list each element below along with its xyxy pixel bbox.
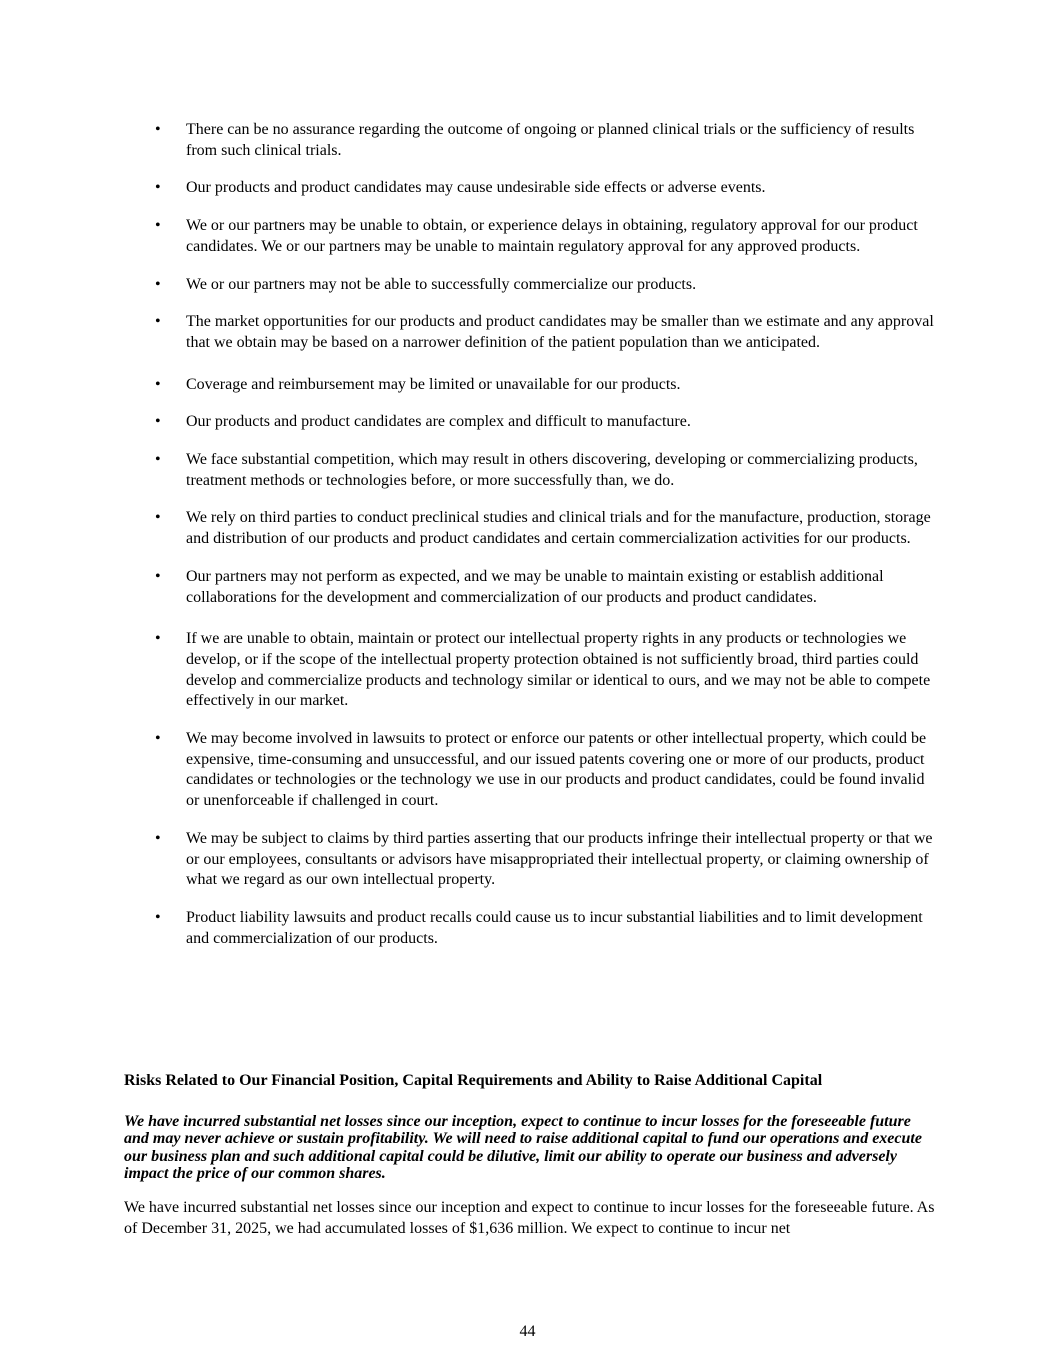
- bullet-text: We rely on third parties to conduct preclinical studies and clinical trials and for the manufacture, production, storage and distribution of our products and product candidates and certain commercialization activities for our products.: [186, 509, 931, 548]
- bullet-marker: •: [155, 121, 161, 138]
- bullet-text: There can be no assurance regarding the outcome of ongoing or planned clinical trials or the sufficiency of results from such clinical trials.: [186, 121, 915, 159]
- bullet-text: Our products and product candidates are complex and difficult to manufacture.: [186, 413, 691, 431]
- bullet-text: We or our partners may be unable to obtain, or experience delays in obtaining, regulatory approval for our product candidates. We or our partners may be unable to maintain regulatory approval for any approved products.: [186, 217, 918, 255]
- list-item: [155, 178, 935, 199]
- list-item: [155, 275, 935, 296]
- bullet-marker: •: [155, 413, 161, 431]
- bullet-text: Coverage and reimbursement may be limited or unavailable for our products.: [186, 375, 681, 393]
- list-item: [155, 508, 935, 549]
- bullet-marker: •: [155, 451, 161, 469]
- body-paragraph: We have incurred substantial net losses since our inception and expect to continue to incur losses for the foreseeable future. As of December 31, 2025, we had accumulated losses of $1,636 million. We expect to continue to incur net: [124, 1199, 935, 1237]
- bullet-marker: •: [155, 313, 161, 331]
- risk-factor-title: We have incurred substantial net losses since our inception, expect to continue to incur losses for the foreseeable future and may never achieve or sustain profitability. We will need to raise additional capital to fund our operations and execute our business plan and such additional capital could be dilutive, limit our ability to operate our business and adversely impact the price of our common shares.: [124, 1113, 922, 1182]
- list-item: [155, 829, 935, 891]
- list-item: [155, 216, 935, 257]
- list-item: [155, 375, 935, 396]
- bullet-text: We may become involved in lawsuits to protect or enforce our patents or other intellectual property, which could be expensive, time-consuming and unsuccessful, and our issued patents covering one or more of our products, product candidates or technologies or the technology we use in our products and product candidates, could be found invalid or unenforceable if challenged in court.: [186, 730, 927, 810]
- page-number: 44: [519, 1323, 536, 1340]
- bullet-marker: •: [155, 375, 161, 393]
- list-item: [155, 120, 935, 161]
- bullet-text: The market opportunities for our products and product candidates may be smaller than we estimate and any approval that we obtain may be based on a narrower definition of the patient population than we anticipated.: [186, 313, 934, 351]
- bullet-marker: •: [155, 630, 161, 648]
- list-item: [155, 729, 935, 812]
- list-item: [155, 312, 935, 353]
- bullet-text: We face substantial competition, which may result in others discovering, developing or commercializing products, treatment methods or technologies before, or more successfully than, we do.: [186, 451, 918, 489]
- section-heading: Risks Related to Our Financial Position, Capital Requirements and Ability to Raise Additional Capital: [124, 1072, 823, 1089]
- bullet-text: If we are unable to obtain, maintain or protect our intellectual property rights in any products or technologies we develop, or if the scope of the intellectual property protection obtained is not sufficiently broad, third parties could develop and commercialize products and technology similar or identical to ours, and we may not be able to compete effectively in our market.: [186, 630, 931, 710]
- bullet-text: We or our partners may not be able to successfully commercialize our products.: [186, 275, 697, 293]
- bullet-text: Product liability lawsuits and product recalls could cause us to incur substantial liabilities and to limit development and commercialization of our products.: [186, 908, 923, 947]
- bullet-marker: •: [155, 567, 161, 585]
- bullet-marker: •: [155, 275, 161, 293]
- bullet-marker: •: [155, 829, 161, 847]
- list-item: [155, 412, 935, 433]
- list-item: [155, 629, 935, 712]
- bullet-text: Our partners may not perform as expected, and we may be unable to maintain existing or establish additional collaborations for the development and commercialization of our products and product candidates.: [186, 567, 884, 606]
- bullet-text: Our products and product candidates may cause undesirable side effects or adverse events.: [186, 179, 766, 197]
- bullet-marker: •: [155, 908, 161, 926]
- bullet-marker: •: [155, 509, 161, 527]
- bullet-marker: •: [155, 179, 161, 197]
- bullet-marker: •: [155, 730, 161, 748]
- bullet-text: We may be subject to claims by third parties asserting that our products infringe their intellectual property or that we or our employees, consultants or advisors have misappropriated their intellectual property, or claiming ownership of what we regard as our own intellectual property.: [186, 829, 933, 889]
- list-item: [155, 908, 935, 949]
- list-item: [155, 450, 935, 491]
- bullet-marker: •: [155, 217, 161, 235]
- list-item: [155, 567, 935, 608]
- risk-summary-list: [155, 120, 935, 966]
